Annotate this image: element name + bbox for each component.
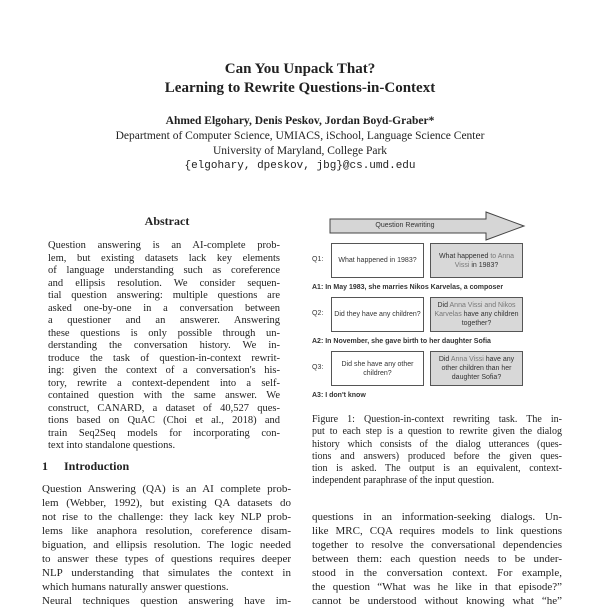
text-line: which humans naturally answer questions. bbox=[42, 581, 229, 593]
text-line: Question Answering (QA) is an AI complete prob- bbox=[42, 483, 291, 495]
input-question-box bbox=[331, 297, 424, 332]
input-question: What happened in 1983? bbox=[338, 257, 417, 264]
input-question-box bbox=[331, 243, 424, 278]
text-line: between them: each question needs to be under- bbox=[312, 553, 562, 565]
rewrite-text: have any other children than her daughter Sofia? bbox=[441, 356, 515, 381]
rewrite-text: in 1983? bbox=[469, 261, 499, 269]
text-line: biguation, and ellipsis resolution. The logic needed bbox=[42, 539, 291, 551]
text-line: contained question with the same answer. We bbox=[48, 390, 280, 401]
text-line: tions based on QuAC (Choi et al., 2018) and bbox=[48, 415, 280, 426]
text-line: NLP understanding that simulates the context in bbox=[42, 567, 291, 579]
text-line: these questions is only possible through un- bbox=[48, 327, 280, 339]
text-line: stood in the conversation context. For example, bbox=[312, 567, 562, 579]
text-line: like MRC, CQA requires models to link questions bbox=[312, 525, 562, 537]
text-line: tion is asked. The output is an equivalent, context- bbox=[312, 463, 562, 475]
paper-title bbox=[0, 60, 600, 98]
text-line: questions in an information-seeking dialogs. Un- bbox=[312, 511, 562, 523]
rewrite-context-highlight: Anna Vissi and Nikos Karvelas bbox=[434, 302, 516, 318]
affiliation-line: University of Maryland, College Park bbox=[212, 145, 388, 157]
question-label: Q2: bbox=[312, 310, 324, 317]
input-question: Did they have any children? bbox=[334, 311, 421, 318]
rewrite-text: Did bbox=[437, 302, 450, 309]
abstract-heading: Abstract bbox=[144, 214, 190, 228]
text-line: lem (Webber, 1992), but existing QA datasets do bbox=[42, 497, 291, 509]
text-line: lem, but existing datasets lack key elements bbox=[48, 252, 280, 264]
author-names: Ahmed Elgohary, Denis Peskov, Jordan Boyd-Graber* bbox=[165, 115, 435, 127]
rewritten-question-box bbox=[430, 243, 523, 278]
rewritten-question-box bbox=[430, 297, 523, 332]
text-line: and ellipsis resolution. We consider sequen- bbox=[48, 277, 280, 289]
intro-body bbox=[42, 482, 291, 608]
text-line: to answer these types of questions requires deeper bbox=[42, 553, 291, 565]
rewritten-question-box bbox=[430, 351, 523, 386]
rewrite-context-highlight: to Anna Vissi bbox=[454, 252, 515, 269]
text-line: ing: given the context of a conversation's his- bbox=[48, 365, 280, 376]
text-line: Neural techniques question answering have im- bbox=[42, 595, 291, 607]
affiliation-line: Department of Computer Science, UMIACS, iSchool, Language Science Center bbox=[115, 130, 485, 142]
section-title: Introduction bbox=[64, 459, 130, 473]
text-line: Question answering is an AI-complete prob- bbox=[48, 240, 280, 251]
text-line: train Seq2Seq models for incorporating con- bbox=[48, 427, 280, 439]
text-line: construct, CANARD, a dataset of 40,527 ques- bbox=[48, 402, 280, 414]
rewrite-text: have any children together? bbox=[461, 311, 519, 327]
text-line: cannot be understood without knowing what “he” bbox=[312, 595, 562, 607]
text-line: asked one-by-one in a conversation between bbox=[48, 302, 280, 314]
text-line: derstanding the conversation history. We in- bbox=[48, 340, 280, 351]
arrow-label: Question Rewriting bbox=[375, 222, 435, 229]
text-line: a questioner and an answerer. Answering bbox=[48, 315, 280, 326]
author-emails: {elgohary, dpeskov, jbg}@cs.umd.edu bbox=[184, 160, 416, 172]
text-line: not rise to the challenge: they lack key NLP prob- bbox=[42, 511, 291, 523]
answer-text: A3: I don't know bbox=[312, 392, 366, 399]
text-line: together to resolve the conversational dependencies bbox=[312, 539, 562, 551]
rewrite-context-highlight: Anna Vissi bbox=[450, 356, 484, 363]
text-line: Figure 1: Question-in-context rewriting task. The in- bbox=[312, 414, 562, 425]
intro-heading bbox=[42, 459, 129, 474]
text-line: independent paraphrase of the input question. bbox=[312, 475, 495, 487]
text-line: of language understanding such as coreference bbox=[48, 265, 280, 276]
section-number: 1 bbox=[42, 459, 48, 473]
title-line: Can You Unpack That? bbox=[224, 61, 376, 77]
question-label: Q1: bbox=[312, 256, 324, 263]
text-line: tial question answering: multiple questions are bbox=[48, 290, 280, 301]
rewrite-text: What happened bbox=[438, 252, 491, 260]
text-line: troduce the task of question-in-context rewrit- bbox=[48, 352, 280, 364]
text-line: the question “What was he like in that episode?” bbox=[312, 581, 562, 593]
text-line: put to each step is a question to rewrite given the dialog bbox=[312, 426, 562, 438]
answer-text: A2: In November, she gave birth to her daughter Sofia bbox=[312, 338, 491, 345]
figure-caption bbox=[312, 414, 562, 488]
question-label: Q3: bbox=[312, 364, 324, 371]
input-question: Did she have any other children? bbox=[341, 360, 414, 377]
text-line: tory, rewrite a context-dependent into a self- bbox=[48, 377, 280, 389]
text-line: text into standalone questions. bbox=[48, 440, 176, 451]
right-column-body bbox=[312, 510, 562, 608]
answer-text: A1: In May 1983, she marries Nikos Karvelas, a composer bbox=[312, 284, 504, 291]
title-line: Learning to Rewrite Questions-in-Context bbox=[164, 80, 436, 96]
abstract-body bbox=[48, 240, 280, 453]
author-block bbox=[0, 114, 600, 174]
input-question-box bbox=[331, 351, 424, 386]
rewrite-text: Did bbox=[438, 356, 451, 363]
text-line: history which consists of the dialog utterances (ques- bbox=[312, 438, 562, 450]
text-line: tions and answers) produced before the given ques- bbox=[312, 450, 562, 462]
text-line: lems like anaphora resolution, coreference disam- bbox=[42, 525, 291, 537]
